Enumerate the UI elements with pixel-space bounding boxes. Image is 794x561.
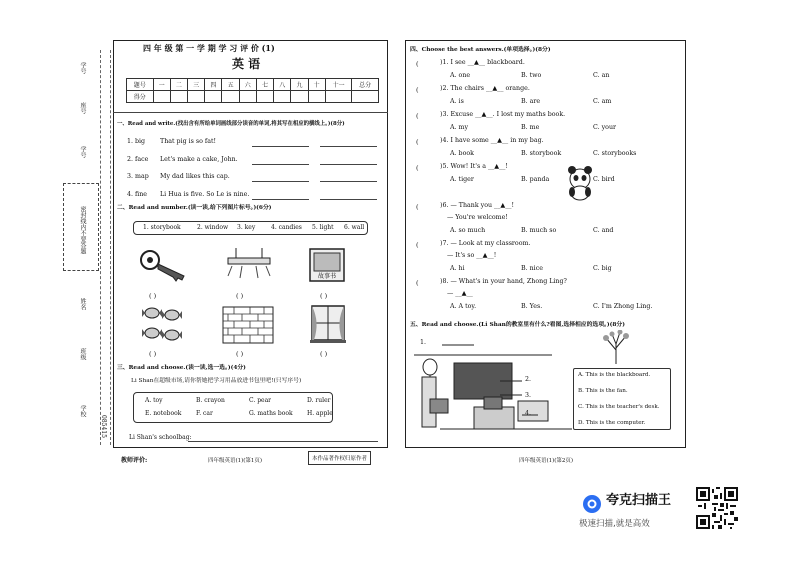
s4-option-b: B. two xyxy=(521,72,542,79)
score-header-cell: 四 xyxy=(205,79,222,91)
schoolbag-label: Li Shan's schoolbag: xyxy=(129,434,192,441)
s3-option: G. maths book xyxy=(249,410,293,417)
s4-option-c: C. bird xyxy=(593,176,615,183)
s4-option-a: A. my xyxy=(450,124,469,131)
score-header-cell: 题号 xyxy=(127,79,154,91)
s4-option-a: A. book xyxy=(450,150,474,157)
score-cell[interactable] xyxy=(170,91,187,103)
s4-option-a: A. one xyxy=(450,72,471,79)
page-code-left: 四年级英语(1)(第1页) xyxy=(208,458,263,464)
s4-option-b: B. Yes. xyxy=(521,303,543,310)
score-header-cell: 十一 xyxy=(325,79,352,91)
s4-option-a: A. is xyxy=(450,98,464,105)
score-header-cell: 六 xyxy=(239,79,256,91)
s5-option: C. This is the teacher's desk. xyxy=(578,404,660,410)
s1-answer-line[interactable] xyxy=(320,181,377,182)
section3-title: 三、Read and choose.(读一读,选一选。)(4分) xyxy=(117,365,246,371)
sidebar-label: 学号 xyxy=(79,62,86,74)
s5-label: 3. xyxy=(525,392,532,399)
sidebar-code: 085415 xyxy=(100,415,107,438)
s4-option-b: B. storybook xyxy=(521,150,562,157)
score-cell[interactable] xyxy=(239,91,256,103)
s4-question: )8. — What's in your hand, Zhong Ling? xyxy=(440,278,567,285)
s1-answer-line[interactable] xyxy=(252,181,309,182)
wall-icon xyxy=(222,306,274,344)
s5-label: 4. xyxy=(525,410,532,417)
classroom-illustration xyxy=(412,337,572,437)
s2-answer-paren[interactable]: ( ) xyxy=(149,350,157,358)
s4-option-a: A. hi xyxy=(450,265,465,272)
seal-text: 密封线内不要答题 xyxy=(79,206,86,254)
s1-answer-line[interactable] xyxy=(252,146,309,147)
seal-line xyxy=(110,50,111,445)
watermark-brand: 夸克扫描王 xyxy=(606,493,672,508)
s3-option: D. ruler xyxy=(307,397,331,404)
s4-option-a: A. so much xyxy=(450,227,486,234)
s4-question: )1. I see __▲__ blackboard. xyxy=(440,59,525,66)
s2-word: 6. wall xyxy=(344,224,365,231)
s4-option-c: C. I'm Zhong Ling. xyxy=(593,303,653,310)
storybook-icon xyxy=(308,247,346,283)
score-cell[interactable] xyxy=(153,91,170,103)
s4-paren[interactable]: ( xyxy=(416,241,419,249)
score-header-cell: 九 xyxy=(291,79,308,91)
s2-answer-paren[interactable]: ( ) xyxy=(236,292,244,300)
book-label: 故事书 xyxy=(317,273,337,280)
s4-question: )4. I have some __▲__ in my bag. xyxy=(440,137,544,144)
s5-option: A. This is the blackboard. xyxy=(578,372,651,378)
score-cell[interactable] xyxy=(291,91,308,103)
score-header-cell: 一 xyxy=(153,79,170,91)
section3-intro: Li Shan在超级市场,请你帮她把学习用品放进书包里吧!(只写序号) xyxy=(131,378,302,384)
s4-paren[interactable]: ( xyxy=(416,138,419,146)
sidebar-label: 学校 xyxy=(79,405,86,417)
s2-word: 2. window xyxy=(197,224,229,231)
s2-word: 5. light xyxy=(312,224,334,231)
s4-question: )2. The chairs __▲__ orange. xyxy=(440,85,530,92)
page-code-right: 四年级英语(1)(第2页) xyxy=(519,458,574,464)
s3-option: B. crayon xyxy=(196,397,225,404)
seal-line xyxy=(100,50,101,445)
score-cell[interactable] xyxy=(256,91,273,103)
score-cell[interactable] xyxy=(274,91,291,103)
s5-option: D. This is the computer. xyxy=(578,420,646,426)
s4-question: )7. — Look at my classroom. xyxy=(440,240,531,247)
s4-option-c: C. big xyxy=(593,265,612,272)
s1-number: 3. map xyxy=(127,173,149,180)
s1-sentence: Let's make a cake, John. xyxy=(160,155,238,163)
s3-option: A. toy xyxy=(145,397,163,404)
score-cell[interactable] xyxy=(205,91,222,103)
s2-answer-paren[interactable]: ( ) xyxy=(236,350,244,358)
s4-question-line2: — __▲__ xyxy=(447,290,473,297)
s1-number: 1. big xyxy=(127,138,146,145)
watermark-slogan: 极速扫描,就是高效 xyxy=(579,519,650,529)
s4-question: )5. Wow! It's a __▲__! xyxy=(440,163,508,170)
score-cell[interactable] xyxy=(222,91,239,103)
s1-sentence: That pig is so fat! xyxy=(160,138,217,145)
score-header-cell: 八 xyxy=(274,79,291,91)
s4-question: )6. — Thank you __▲__! xyxy=(440,202,515,209)
s4-option-a: A. A toy. xyxy=(450,303,477,310)
score-cell[interactable] xyxy=(352,91,379,103)
s1-answer-line[interactable] xyxy=(320,146,377,147)
tree-icon xyxy=(596,330,636,364)
subject-title: 英 语 xyxy=(232,57,261,71)
sidebar-label: 座号 xyxy=(79,102,86,114)
s5-label: 1. xyxy=(420,339,427,346)
s4-option-b: B. panda xyxy=(521,176,550,183)
exam-title: 四 年 级 第 一 学 期 学 习 评 价 (1) xyxy=(143,43,275,53)
section1-title: 一、Read and write.(找出含有所给单词画线部分读音的单词,将其写在相应的横线上。)(8分) xyxy=(117,121,345,127)
teacher-eval: 教师评价: xyxy=(121,457,148,464)
s4-option-c: C. and xyxy=(593,227,614,234)
s4-question-line2: — You're welcome! xyxy=(447,214,508,221)
s4-option-b: B. much so xyxy=(521,227,557,234)
s4-paren[interactable]: ( xyxy=(416,203,419,211)
score-cell: 得分 xyxy=(127,91,154,103)
s3-option: H. apple xyxy=(307,410,333,417)
s4-paren[interactable]: ( xyxy=(416,86,419,94)
s5-option: B. This is the fan. xyxy=(578,388,628,394)
s1-number: 4. fine xyxy=(127,190,147,198)
s4-option-b: B. are xyxy=(521,98,541,105)
score-cell[interactable] xyxy=(308,91,325,103)
s4-option-c: C. am xyxy=(593,98,612,105)
s2-answer-paren[interactable]: ( ) xyxy=(149,292,157,300)
qr-code-icon xyxy=(696,487,738,529)
score-cell[interactable] xyxy=(325,91,352,103)
score-header-cell: 五 xyxy=(222,79,239,91)
s3-option: F. car xyxy=(196,410,213,417)
section4-title: 四、Choose the best answers.(单项选择。)(8分) xyxy=(410,47,551,53)
s2-answer-paren[interactable]: ( ) xyxy=(320,292,328,300)
score-cell[interactable] xyxy=(188,91,205,103)
section2-title: 二、Read and number.(读一读,给下列图片标号。)(6分) xyxy=(117,205,272,211)
s2-word: 1. storybook xyxy=(143,224,181,231)
light-icon xyxy=(222,246,276,280)
candies-icon xyxy=(138,303,186,345)
options-box xyxy=(133,392,333,423)
s1-answer-line[interactable] xyxy=(320,164,377,165)
s4-paren[interactable]: ( xyxy=(416,112,419,120)
s4-paren[interactable]: ( xyxy=(416,60,419,68)
sidebar-label: 姓名 xyxy=(79,298,86,310)
s1-answer-line[interactable] xyxy=(252,164,309,165)
s1-answer-line[interactable] xyxy=(320,199,377,200)
scanner-logo-icon xyxy=(582,494,602,514)
s4-question: )3. Excuse __▲__. I lost my maths book. xyxy=(440,111,566,118)
score-header-cell: 三 xyxy=(188,79,205,91)
answer-line[interactable] xyxy=(188,441,378,442)
seal-box xyxy=(63,183,99,271)
s1-sentence: Li Hua is five. So Le is nine. xyxy=(160,190,250,198)
s4-option-c: C. an xyxy=(593,72,610,79)
divider xyxy=(113,112,388,113)
s5-label: 2. xyxy=(525,376,532,383)
section5-title: 五、Read and choose.(Li Shan的教室里有什么?看图,选择相应的选项。)(8分) xyxy=(410,322,625,328)
s2-word: 3. key xyxy=(237,224,256,231)
s1-sentence: My dad likes this cap. xyxy=(160,173,230,180)
score-table xyxy=(126,78,379,103)
score-header-cell: 二 xyxy=(170,79,187,91)
s1-answer-line[interactable] xyxy=(252,199,309,200)
s2-answer-paren[interactable]: ( ) xyxy=(320,350,328,358)
key-icon xyxy=(138,248,188,282)
s4-option-a: A. tiger xyxy=(450,176,474,183)
s4-option-c: C. storybooks xyxy=(593,150,637,157)
s4-option-b: B. nice xyxy=(521,265,543,272)
window-icon xyxy=(308,304,348,346)
s4-paren[interactable]: ( xyxy=(416,164,419,172)
s3-option: E. notebook xyxy=(145,410,182,417)
copyright-stamp: 本作品著作权归原作者 xyxy=(308,451,371,465)
s4-option-b: B. me xyxy=(521,124,540,131)
s3-option: C. pear xyxy=(249,397,272,404)
s4-option-c: C. your xyxy=(593,124,617,131)
s2-word: 4. candies xyxy=(271,224,302,231)
s4-paren[interactable]: ( xyxy=(416,279,419,287)
sidebar-label: 班级 xyxy=(79,348,86,360)
score-header-cell: 十 xyxy=(308,79,325,91)
score-header-cell: 七 xyxy=(256,79,273,91)
s1-number: 2. face xyxy=(127,155,149,163)
s4-question-line2: — It's so __▲__! xyxy=(447,252,497,259)
sidebar-label: 学号 xyxy=(79,146,86,158)
score-header-cell: 总分 xyxy=(352,79,379,91)
